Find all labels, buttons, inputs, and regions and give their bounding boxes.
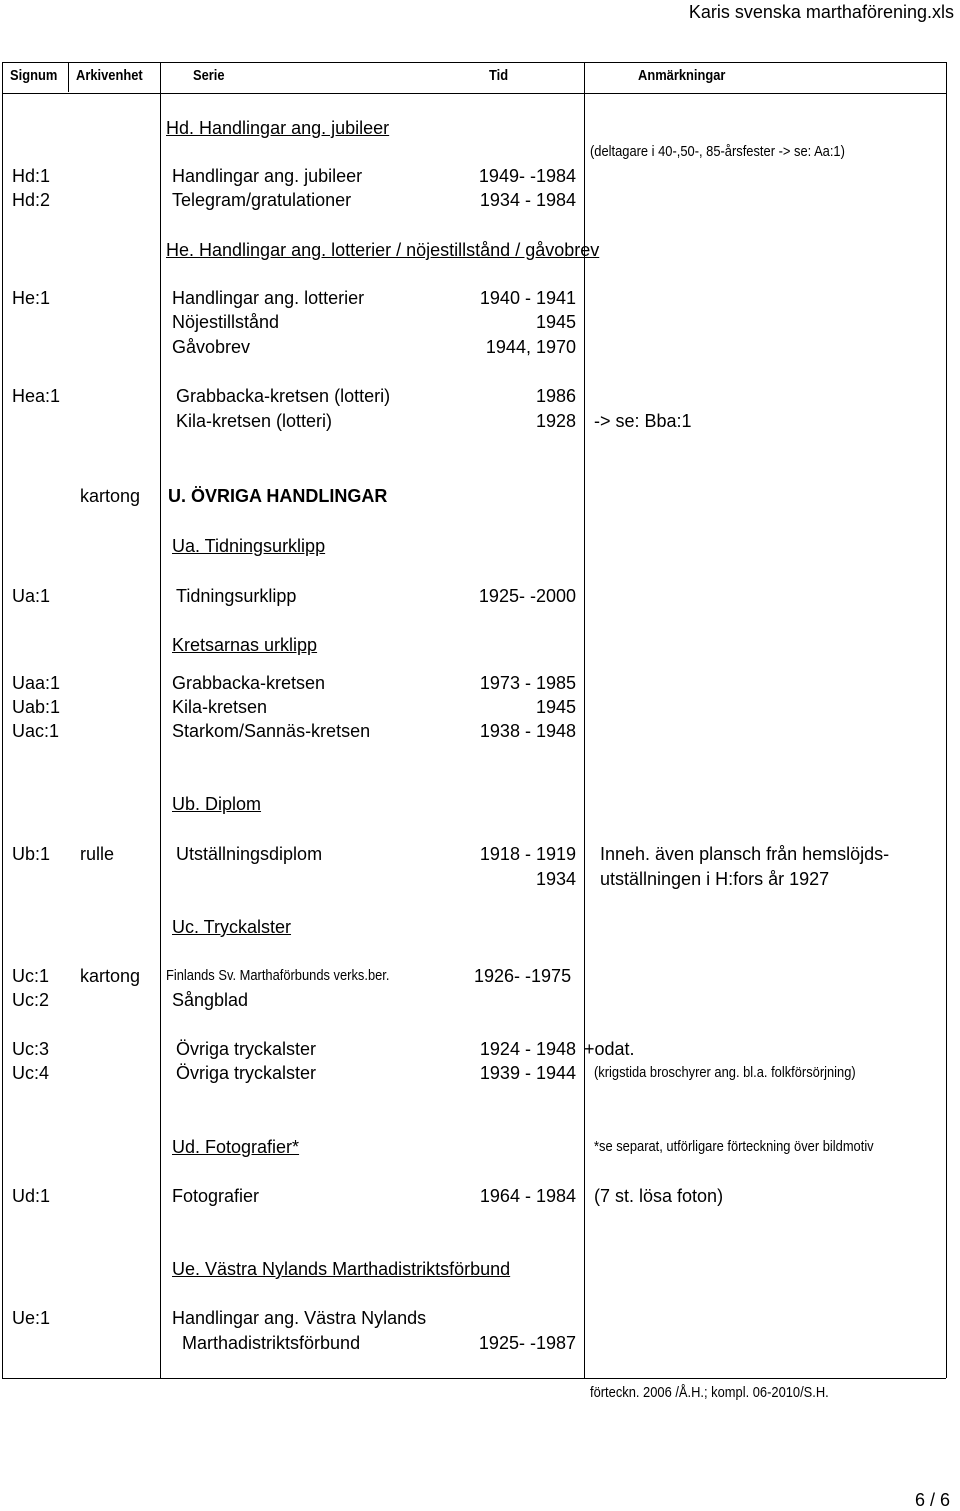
row-signum: Ub:1	[12, 844, 51, 864]
row-anm: (7 st. lösa foton)	[594, 1186, 724, 1206]
row-serie: Kila-kretsen (lotteri)	[176, 411, 333, 431]
row-tid: 1925- -1987	[478, 1333, 576, 1353]
row-tid: 1926- -1975	[474, 966, 572, 986]
row-tid: 1949- -1984	[478, 166, 576, 186]
table-header	[2, 62, 946, 94]
row-serie: Fotografier	[172, 1186, 260, 1206]
row-tid: 1940 - 1941	[479, 288, 576, 308]
row-tid: 1934	[535, 869, 576, 889]
section-unit: kartong	[80, 486, 141, 506]
row-signum: Hea:1	[12, 386, 61, 406]
document-title: Karis svenska marthaförening.xls	[688, 2, 954, 22]
row-serie: Tidningsurklipp	[176, 586, 297, 606]
row-tid: 1944, 1970	[485, 337, 576, 357]
row-signum: He:1	[12, 288, 51, 308]
row-tid: 1924 - 1948	[479, 1039, 576, 1059]
header-signum: Signum	[10, 67, 58, 84]
section-title-uc: Uc. Tryckalster	[172, 917, 292, 937]
row-signum: Hd:2	[12, 190, 51, 210]
row-serie: Finlands Sv. Marthaförbunds verks.ber.	[166, 967, 390, 984]
row-signum: Hd:1	[12, 166, 51, 186]
row-signum: Ue:1	[12, 1308, 51, 1328]
column-divider	[946, 62, 947, 1378]
row-serie: Telegram/gratulationer	[172, 190, 352, 210]
row-serie: Handlingar ang. Västra Nylands	[172, 1308, 427, 1328]
row-tid: 1945	[535, 697, 576, 717]
subsection-title: Kretsarnas urklipp	[172, 635, 318, 655]
row-tid: 1938 - 1948	[479, 721, 576, 741]
row-serie: Handlingar ang. lotterier	[172, 288, 365, 308]
column-divider	[160, 62, 161, 1378]
header-arkivenhet: Arkivenhet	[76, 67, 143, 84]
row-signum: Uac:1	[12, 721, 60, 741]
row-tid: 1986	[535, 386, 576, 406]
page-number: 6 / 6	[914, 1490, 950, 1510]
row-tid: 1925- -2000	[478, 586, 576, 606]
row-tid: 1928	[535, 411, 576, 431]
row-signum: Ua:1	[12, 586, 51, 606]
row-tid: 1934 - 1984	[479, 190, 576, 210]
footer-note: förteckn. 2006 /Å.H.; kompl. 06-2010/S.H.	[590, 1384, 829, 1401]
row-serie: Handlingar ang. jubileer	[172, 166, 363, 186]
row-anm: utställningen i H:fors år 1927	[600, 869, 830, 889]
section-title-hd: Hd. Handlingar ang. jubileer	[166, 118, 390, 138]
section-title-u: U. ÖVRIGA HANDLINGAR	[168, 486, 388, 506]
header-anmarkningar: Anmärkningar	[638, 67, 726, 84]
row-anm: -> se: Bba:1	[594, 411, 692, 431]
header-tid: Tid	[489, 67, 509, 84]
section-title-ua: Ua. Tidningsurklipp	[172, 536, 326, 556]
section-title-ue: Ue. Västra Nylands Marthadistriktsförbund	[172, 1259, 511, 1279]
row-serie: Utställningsdiplom	[176, 844, 323, 864]
row-serie: Gåvobrev	[172, 337, 251, 357]
section-title-ud: Ud. Fotografier*	[172, 1137, 300, 1157]
row-signum: Uab:1	[12, 697, 61, 717]
column-divider	[68, 62, 69, 92]
column-divider	[2, 62, 3, 1378]
row-tid: 1918 - 1919	[479, 844, 576, 864]
section-title-he: He. Handlingar ang. lotterier / nöjestillstånd / gåvobrev	[166, 240, 600, 260]
row-serie: Övriga tryckalster	[176, 1063, 317, 1083]
row-tid: 1939 - 1944	[479, 1063, 576, 1083]
row-signum: Ud:1	[12, 1186, 51, 1206]
row-serie: Grabbacka-kretsen	[172, 673, 326, 693]
row-signum: Uc:1	[12, 966, 50, 986]
row-serie: Övriga tryckalster	[176, 1039, 317, 1059]
row-serie: Starkom/Sannäs-kretsen	[172, 721, 371, 741]
row-signum: Uc:3	[12, 1039, 50, 1059]
row-signum: Uaa:1	[12, 673, 61, 693]
row-note: (deltagare i 40-,50-, 85-årsfester -> se: Aa:1)	[590, 143, 845, 160]
row-anm: Inneh. även plansch från hemslöjds-	[600, 844, 890, 864]
row-signum: Uc:4	[12, 1063, 50, 1083]
row-tid: 1973 - 1985	[479, 673, 576, 693]
row-tid: 1945	[535, 312, 576, 332]
table-bottom-border	[2, 1378, 946, 1379]
row-anm: +odat.	[584, 1039, 635, 1059]
row-anm: (krigstida broschyrer ang. bl.a. folkförsörjning)	[594, 1064, 856, 1081]
row-serie: Nöjestillstånd	[172, 312, 280, 332]
row-serie: Sångblad	[172, 990, 249, 1010]
row-arkivenhet: kartong	[80, 966, 141, 986]
row-arkivenhet: rulle	[80, 844, 115, 864]
header-serie: Serie	[193, 67, 225, 84]
row-tid: 1964 - 1984	[479, 1186, 576, 1206]
row-serie: Grabbacka-kretsen (lotteri)	[176, 386, 391, 406]
row-signum: Uc:2	[12, 990, 50, 1010]
section-title-ub: Ub. Diplom	[172, 794, 262, 814]
row-serie: Marthadistriktsförbund	[182, 1333, 361, 1353]
section-note-ud: *se separat, utförligare förteckning över bildmotiv	[594, 1138, 874, 1155]
row-serie: Kila-kretsen	[172, 697, 268, 717]
